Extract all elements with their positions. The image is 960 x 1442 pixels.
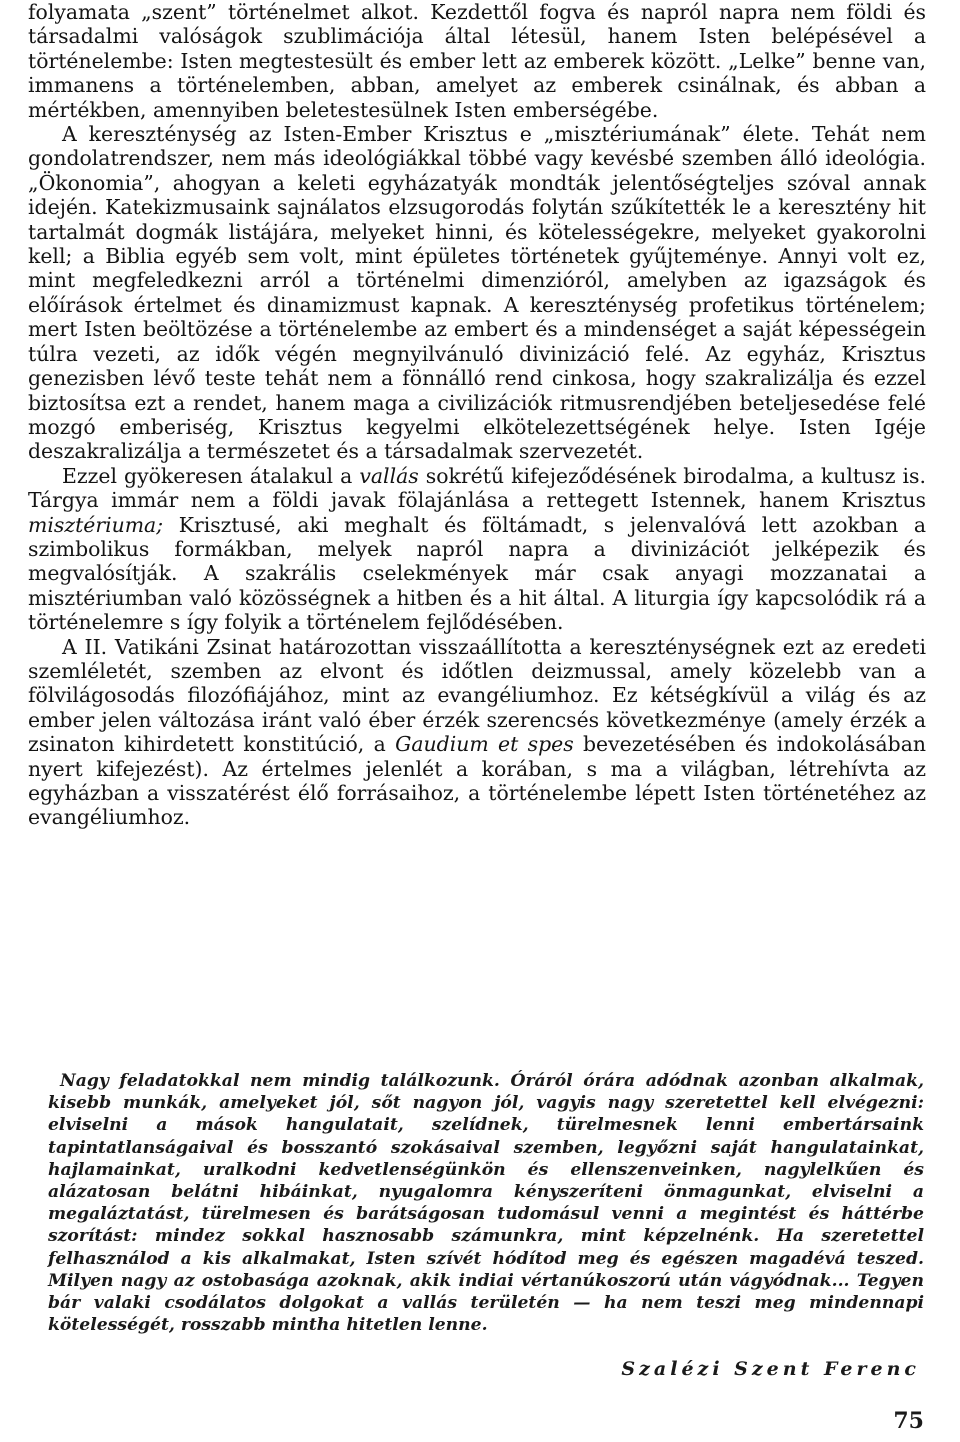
main-text — [28, 0, 926, 830]
paragraph-text: Krisztusé, aki meghalt és föltámadt, s jelenvalóvá lett azokban a szimbolikus formákban, melyek napról napra a divinizációt jelképezik és megvalósítják. A szakrális cselekmények már csak anyagi mozzanatai a misztériumban való közösségnek a hitben és a hit által. A liturgia így kapcsolódik rá a történelemre s így folyik a történelem fejlődésében. — [28, 512, 926, 635]
italic-text: Gaudium et spes — [395, 732, 574, 757]
paragraph-text: Ezzel gyökeresen átalakul a — [62, 463, 360, 488]
quote-block — [48, 1070, 924, 1336]
paragraph — [28, 0, 926, 122]
italic-text: misztériuma; — [28, 512, 164, 537]
paragraph — [28, 464, 926, 635]
paragraph-text: folyamata „szent” történelmet alkot. Kezdettől fogva és napról napra nem földi és társadalmi valóságok szublimációja által létesül, hanem Isten belépésével a történelembe: Isten megtestesült és ember lett az emberek között. „Lelke” benne van, immanens a történelemben, abban, amelyet az emberek csinálnak, és abban a mértékben, amennyiben beletestesülnek Isten emberségébe. — [28, 0, 926, 122]
paragraph-text: A kereszténység az Isten-Ember Krisztus e „misztériumának” élete. Tehát nem gondolatrendszer, nem más ideológiákkal többé vagy kevésbé szemben álló ideológia. „Ökonomia”, ahogyan a keleti egyházatyák mondták jelentőségteljes szóval annak idején. Katekizmusaink sajnálatos elzsugorodás folytán szűkítették le a keresztény hit tartalmát dogmák listájára, melyeket hinni, és kötelességekre, melyeket gyakorolni kell; a Biblia egyéb sem volt, mint épületes történetek gyűjteménye. Annyi volt ez, mint megfeledkezni arról a történelmi dimenzióról, amelyben az igazságok és előírások értelmet és dinamizmust kapnak. A kereszténység profetikus történelem; mert Isten beöltözése a történelembe az embert és a mindenséget a saját képességein túlra vezeti, az idők végén megnyilvánuló divinizáció felé. Az egyház, Krisztus genezisben lévő teste tehát nem a fönnálló rend cinkosa, hogy szakralizálja és ezzel biztosítsa ezt a rendet, hanem maga a civilizációk ritmusrendjében beteljesedése felé mozgó emberiség, Krisztus kegyelmi elkötelezettségének helye. Isten Igéje deszakralizálja a természetet és a társadalmak szervezetét. — [28, 122, 926, 464]
paragraph — [28, 122, 926, 464]
paragraph-text: A II. Vatikáni Zsinat határozottan visszaállította a kereszténységnek ezt az eredeti szemléletét, szemben az elvont és időtlen deizmussal, amely közelebb van a fölvilágosodás filozófiájához, mint az evangéliumhoz. Ez kétségkívül a világ és az ember jelen változása iránt való éber érzék szerencsés következménye (amely érzék a zsinaton kihirdetett konstitúció, a — [28, 634, 926, 757]
paragraph-text: bevezetésében és indokolásában nyert kifejezést). Az értelmes jelenlét a korában, s ma a világban, létrehívta az egyházban a visszatérést élő forrásaihoz, a történelembe lépett Isten történetéhez az evangéliumhoz. — [28, 732, 926, 830]
italic-text: vallás — [359, 463, 419, 488]
quote-author: Szalézi Szent Ferenc — [621, 1358, 920, 1380]
quote-text: Nagy feladatokkal nem mindig találkozunk. Óráról órára adódnak azonban alkalmak, kisebb munkák, amelyeket jól, sőt nagyon jól, vagyis nagy szeretettel kell elvégezni: elviselni a mások hangulatait, szelídnek, türelmesnek lenni embertársaink tapintatlanságaival és bosszantó szokásaival szemben, legyőzni saját hangulatainkat, hajlamainkat, uralkodni kedvetlenségünkön és ellenszenveinken, nagylelkűen és alázatosan belátni hibáinkat, nyugalomra kényszeríteni önmagunkat, elviselni a megaláztatást, türelmesen és barátságosan tudomásul venni a megintést és háttérbe szorítást: mindez sokkal hasznosabb számunkra, mint képzelnénk. Ha szeretettel felhasználod a kis alkalmakat, Isten szívét hódítod meg és egészen magadévá teszed. Milyen nagy az ostobasága azoknak, akik indiai vértanúkoszorú után vágyódnak... Tegyen bár valaki csodálatos dolgokat a vallás területén — ha nem teszi meg mindennapi kötelességét, rosszabb mintha hitetlen lenne. — [48, 1071, 924, 1336]
paragraph — [28, 635, 926, 830]
paragraph-text: sokrétű kifejeződésének birodalma, a kultusz is. Tárgya immár nem a földi javak fölajánlása a rettegett Istennek, hanem Krisztus — [28, 463, 926, 513]
page-number: 75 — [893, 1408, 924, 1434]
